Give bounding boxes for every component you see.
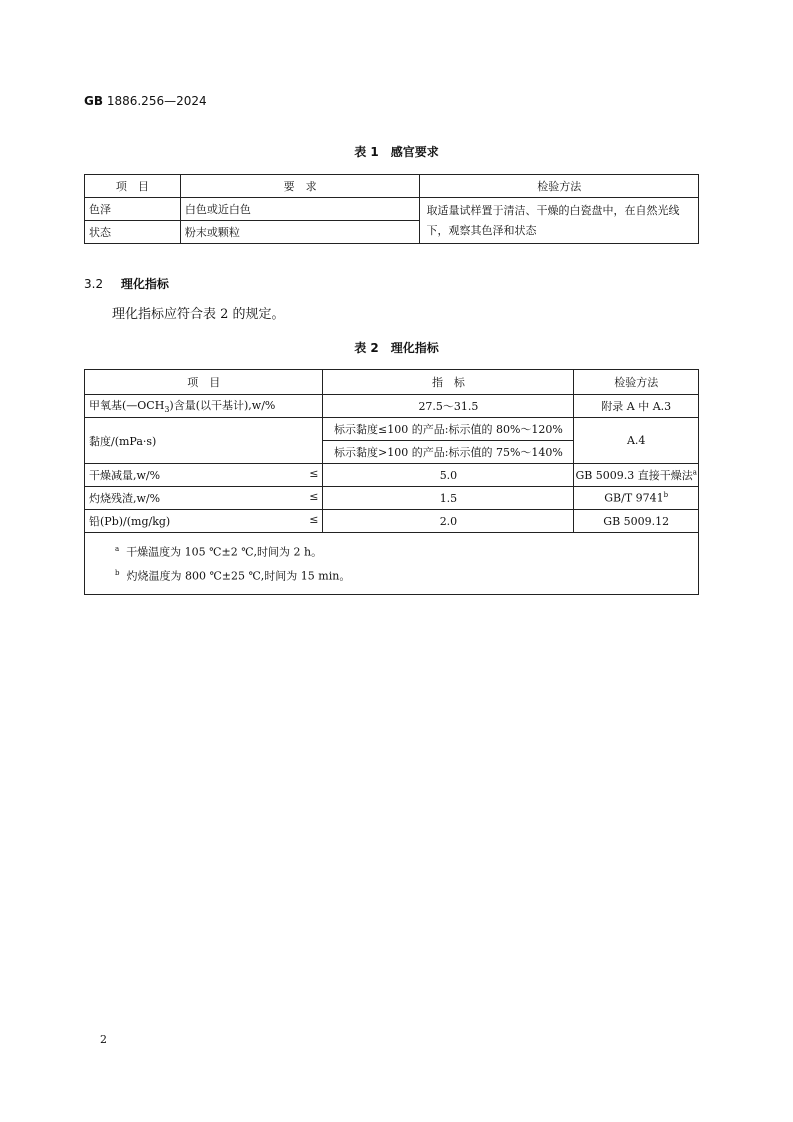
table-row bbox=[85, 395, 699, 418]
table1-header-method: 检验方法 bbox=[420, 175, 699, 198]
table-row bbox=[85, 464, 699, 487]
table1-req-color: 白色或近白色 bbox=[180, 198, 420, 221]
section-heading bbox=[84, 275, 169, 292]
table-row bbox=[85, 510, 699, 533]
body-paragraph: 理化指标应符合表 2 的规定。 bbox=[112, 307, 285, 322]
table2-header-indicator: 指 标 bbox=[323, 370, 574, 395]
table2-caption: 表 2 理化指标 bbox=[354, 341, 439, 355]
table2-value-lead: 2.0 bbox=[323, 510, 574, 533]
table2-header-item: 项 目 bbox=[85, 370, 323, 395]
table2-item-lead: 铅(Pb)/(mg/kg) ≤ bbox=[85, 510, 323, 533]
table2-header-method: 检验方法 bbox=[574, 370, 699, 395]
table1-header-requirement: 要 求 bbox=[180, 175, 420, 198]
table2-physicochemical-indicators bbox=[84, 369, 699, 595]
table2-value-drying: 5.0 bbox=[323, 464, 574, 487]
table2-item-drying: 干燥减量,w/% ≤ bbox=[85, 464, 323, 487]
table2-method-ash: GB/T 9741$^b$ bbox=[574, 487, 699, 510]
note-b: $^b$ 灼烧温度为 800 ℃±25 ℃,时间为 15 min。 bbox=[115, 568, 351, 583]
le-symbol: ≤ bbox=[309, 513, 319, 526]
table2-notes-row bbox=[85, 533, 699, 595]
table2-value-ash: 1.5 bbox=[323, 487, 574, 510]
table2-method-lead: GB 5009.12 bbox=[574, 510, 699, 533]
table2-value-viscosity-high: 标示黏度>100 的产品:标示值的 75%～140% bbox=[323, 441, 574, 464]
section-title: 理化指标 bbox=[120, 277, 169, 291]
table2-method-methoxy: 附录 A 中 A.3 bbox=[574, 395, 699, 418]
table2-item-viscosity: 黏度/(mPa·s) bbox=[85, 418, 323, 464]
table1-sensory-requirements bbox=[84, 174, 699, 244]
table1-req-state: 粉末或颗粒 bbox=[180, 221, 420, 244]
table-row bbox=[85, 198, 699, 221]
table2-notes bbox=[85, 533, 699, 595]
table1-item-state: 状态 bbox=[85, 221, 181, 244]
table2-item-ash: 灼烧残渣,w/% ≤ bbox=[85, 487, 323, 510]
le-symbol: ≤ bbox=[309, 490, 319, 503]
page-number: 2 bbox=[100, 1033, 107, 1046]
table2-method-viscosity: A.4 bbox=[574, 418, 699, 464]
note-a: $^a$ 干燥温度为 105 ℃±2 ℃,时间为 2 h。 bbox=[115, 545, 323, 559]
table-row bbox=[85, 487, 699, 510]
standard-code: 1886.256—2024 bbox=[106, 94, 207, 108]
le-symbol: ≤ bbox=[309, 467, 319, 480]
table2-header-row bbox=[85, 370, 699, 395]
table2-value-methoxy: 27.5～31.5 bbox=[323, 395, 574, 418]
table1-header-row bbox=[85, 175, 699, 198]
standard-prefix: GB bbox=[84, 94, 103, 108]
table1-header-item: 项 目 bbox=[85, 175, 181, 198]
table2-value-viscosity-low: 标示黏度≤100 的产品:标示值的 80%～120% bbox=[323, 418, 574, 441]
table1-method: 取适量试样置于清洁、干燥的白瓷盘中，在自然光线下，观察其色泽和状态 bbox=[420, 198, 699, 244]
table-row bbox=[85, 418, 699, 441]
table1-item-color: 色泽 bbox=[85, 198, 181, 221]
section-number: 3.2 bbox=[84, 277, 104, 291]
document-header bbox=[84, 94, 207, 108]
table2-method-drying: GB 5009.3 直接干燥法$^a$ bbox=[574, 464, 699, 487]
table1-caption: 表 1 感官要求 bbox=[354, 145, 439, 159]
table2-item-methoxy: 甲氧基$(—OCH_3)$含量(以干基计),w/% bbox=[85, 395, 323, 418]
